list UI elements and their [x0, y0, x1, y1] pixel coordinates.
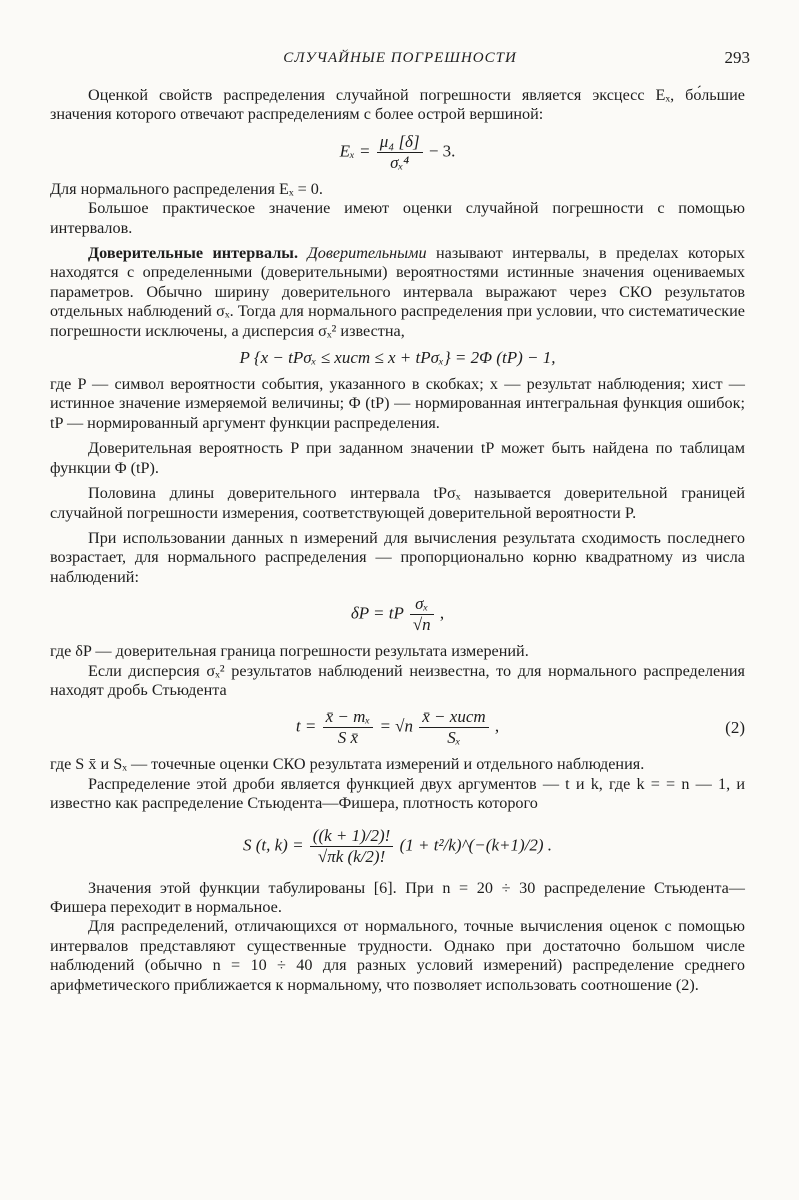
formula-delta-lhs: δP = tP	[350, 603, 404, 623]
formula-excess	[50, 132, 745, 173]
paragraph-excess-intro: Оценкой свойств распределения случайной погрешности является эксцесс Eₓ, бо́льшие значения которого отвечают распределениям с более острой вершиной:	[50, 86, 745, 124]
paragraph-confidence-intervals-text: называют интервалы, в пределах которых находятся с определенными (доверительными) вероятностями истинные значения оцениваемых параметров. Обычно ширину доверительного интервала выражают через СКО результатов отдельных наблюдений σₓ. Тогда для нормального распределения при условии, что систематические погрешности исключены, а дисперсия σₓ² известна,	[50, 244, 745, 340]
formula-excess-lhs: Eₓ =	[339, 141, 371, 161]
paragraph-half-length: Половина длины доверительного интервала tPσₓ называется доверительной границей случайной погрешности измерения, соответствующей доверительной вероятности P.	[50, 484, 745, 522]
formula-student-mid: = √n	[379, 716, 413, 736]
formula-excess-tail: − 3.	[428, 141, 456, 161]
paragraph-non-normal: Для распределений, отличающихся от нормального, точные вычисления оценок с помощью интервалов представляют существенные трудности. Однако при достаточно большом числе наблюдений (обычно n = 10 ÷ 40 для разных условий измерений) распределение среднего арифметического приближается к нормальному, что позволяет использовать соотношение (2).	[50, 917, 745, 994]
paragraph-symbols: где P — символ вероятности события, указанного в скобках; x — результат наблюдения; xист — истинное значение измеряемой величины; Φ (tP) — нормированная интегральная функция ошибок; tP — нормированный аргумент функции распределения.	[50, 375, 745, 432]
formula-student-numerator-1: x̄ − mₓ	[323, 707, 374, 728]
formula-delta-numerator: σₓ	[410, 594, 434, 615]
page-header	[50, 48, 750, 74]
paragraph-point-estimates: где S x̄ и Sₓ — точечные оценки СКО результата измерений и отдельного наблюдения.	[50, 755, 645, 774]
formula-student-denominator-1: S x̄	[337, 728, 359, 748]
formula-student-numerator-2: x̄ − xист	[419, 707, 488, 728]
formula-excess-denominator: σₓ⁴	[390, 152, 410, 172]
paragraph-unknown-variance: Если дисперсия σₓ² результатов наблюдений неизвестна, то для нормального распределения находят дробь Стьюдента	[50, 661, 745, 699]
running-title: СЛУЧАЙНЫЕ ПОГРЕШНОСТИ	[283, 50, 517, 66]
formula-density-denominator: √πk (k/2)!	[317, 846, 386, 866]
formula-delta-denominator: √n	[412, 615, 431, 635]
formula-probability: P {x − tPσₓ ≤ xист ≤ x + tPσₓ} = 2Φ (tP) − 1,	[239, 348, 556, 368]
formula-delta-fraction	[410, 594, 434, 635]
formula-student	[50, 707, 745, 748]
paragraph-normal-excess: Для нормального распределения Eₓ = 0.	[50, 179, 323, 198]
formula-student-fraction-2	[419, 707, 488, 748]
formula-density-numerator: ((k + 1)/2)!	[310, 826, 394, 847]
formula-density-fraction	[310, 826, 394, 867]
formula-student-fraction-1	[323, 707, 374, 748]
formula-excess-numerator: μ₄ [δ]	[377, 132, 423, 153]
term-confidence: Доверительными	[307, 244, 427, 263]
formula-density-tail: (1 + t²/k)^(−(k+1)/2) .	[399, 834, 553, 854]
paragraph-delta-definition: где δP — доверительная граница погрешности результата измерений.	[50, 642, 529, 661]
heading-confidence-intervals: Доверительные интервалы.	[88, 244, 298, 263]
paragraph-student-fisher: Распределение этой дроби является функцией двух аргументов — t и k, где k = = n — 1, и известно как распределение Стьюдента—Фишера, плотность которого	[50, 774, 745, 813]
equation-number: (2)	[725, 717, 745, 737]
paragraph-n-measurements: При использовании данных n измерений для вычисления результата сходимость последнего возрастает, для нормального распределения — пропорционально корню квадратному из числа наблюдений:	[50, 528, 745, 586]
page-number: 293	[724, 48, 750, 67]
page-body	[50, 86, 745, 995]
formula-student-denominator-2: Sₓ	[447, 728, 461, 748]
formula-excess-fraction	[377, 132, 423, 173]
paragraph-tabulated: Значения этой функции табулированы [6]. При n = 20 ÷ 30 распределение Стьюдента—Фишера переходит в нормальное.	[50, 878, 745, 916]
formula-delta	[50, 594, 745, 635]
formula-student-tail: ,	[494, 716, 500, 736]
paragraph-confidence-probability: Доверительная вероятность P при заданном значении tP может быть найдена по таблицам функции Φ (tP).	[50, 439, 745, 477]
paragraph-confidence-intervals	[50, 244, 745, 341]
formula-density-lhs: S (t, k) =	[242, 834, 304, 854]
formula-density	[50, 826, 745, 867]
formula-delta-tail: ,	[439, 603, 445, 623]
paragraph-interval-importance: Большое практическое значение имеют оценки случайной погрешности с помощью интервалов.	[50, 199, 745, 237]
formula-student-lhs: t =	[295, 716, 317, 736]
